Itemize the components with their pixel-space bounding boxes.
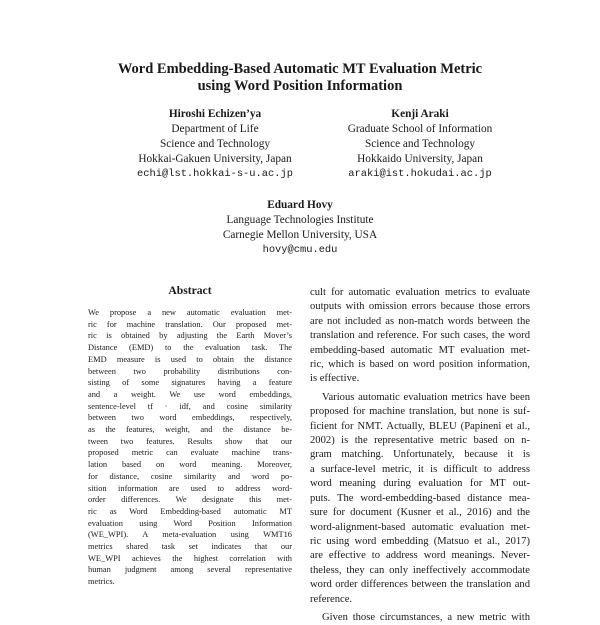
author-email: araki@ist.hokudai.ac.jp <box>348 168 492 180</box>
author-affiliation: Hokkai-Gakuen University, Japan <box>138 153 292 165</box>
paper-title-line-1: Word Embedding-Based Automatic MT Evaluation Metric <box>117 61 483 77</box>
body-line: ficient for NMT. Actually, BLEU (Papineni et al., <box>310 420 530 432</box>
body-line: puts. The word-embedding-based distance mea- <box>310 492 530 504</box>
author-block-2 <box>305 107 535 182</box>
body-line: embedding-based automatic MT evaluation met- <box>310 344 530 356</box>
author-name: Kenji Araki <box>391 108 449 120</box>
abstract-line: WE_WPI achieves the highest correlation with <box>88 553 292 563</box>
abstract-line: ric for machine translation. Our proposed met- <box>88 319 292 329</box>
body-right-column <box>310 286 530 625</box>
abstract-line: metrics. <box>88 577 115 587</box>
abstract-line: ric as Word Embedding-based automatic MT <box>88 506 292 516</box>
author-name: Hiroshi Echizen’ya <box>168 108 262 120</box>
body-line: is effective. <box>310 373 360 385</box>
body-line: are not included as non-match words between the <box>310 315 530 327</box>
abstract-line: for distance, cosine similarity and word po- <box>88 471 292 481</box>
author-affiliation: Science and Technology <box>364 138 476 150</box>
author-email: hovy@cmu.edu <box>262 244 338 256</box>
body-line: word-alignment-based automatic evaluation met- <box>310 521 530 533</box>
abstract-line: sentence-level tf · idf, and cosine similarity <box>88 401 292 411</box>
abstract-line: ric is obtained by adjusting the Earth Mover’s <box>88 331 292 341</box>
abstract-line: sition information are used to address word- <box>88 483 292 493</box>
paper-title-line-2: using Word Position Information <box>197 78 403 94</box>
body-line: Given those circumstances, a new metric with <box>322 611 530 623</box>
abstract-line: evaluation using Word Position Information <box>88 518 292 528</box>
author-email: echi@lst.hokkai-s-u.ac.jp <box>137 168 293 180</box>
abstract-line: and a weight. We use word embeddings, <box>88 389 292 399</box>
abstract-line: tween two features. Results show that our <box>88 436 292 446</box>
abstract-line: lation based on word meaning. Moreover, <box>88 460 292 470</box>
abstract-line: Distance (EMD) to the evaluation task. The <box>88 343 292 353</box>
author-affiliation: Department of Life <box>171 123 259 135</box>
body-line: outputs with omission errors because those errors <box>310 301 530 313</box>
body-line: are effective to address word meanings. Never- <box>310 550 530 562</box>
abstract-line: as the features, weight, and the distance be- <box>88 425 292 435</box>
paragraph <box>310 611 530 625</box>
body-line: cult for automatic evaluation metrics to evaluate <box>310 287 530 298</box>
abstract-line: human judgment among several representative <box>88 565 292 575</box>
body-line: translation and reference. For such cases, the word <box>310 330 530 342</box>
abstract-line: between two word embeddings, respectively, <box>88 413 292 423</box>
body-line: ric using word embedding (Matsuo et al., 2017) <box>310 535 530 547</box>
body-line: word order differences between the translation and <box>310 579 530 591</box>
abstract-line: sisting of some signatures having a feature <box>88 378 292 388</box>
abstract-line: order differences. We designate this met- <box>88 495 292 505</box>
body-line: reference. <box>310 593 353 605</box>
author-name: Eduard Hovy <box>267 199 333 211</box>
abstract-heading: Abstract <box>168 284 212 297</box>
body-line: theless, they can only ineffectively accommodate <box>310 564 530 576</box>
abstract-line: metrics shared task set indicates that our <box>88 542 292 552</box>
author-block-3 <box>170 198 430 258</box>
author-affiliation: Carnegie Mellon University, USA <box>222 229 378 241</box>
body-line: a surface-level metric, it is difficult to address <box>310 463 530 475</box>
body-line: word meaning during evaluation for MT out- <box>310 478 530 490</box>
body-line: gram matching. Unfortunately, because it is <box>310 449 530 461</box>
body-line: ric, which is based on word position information, <box>310 359 530 371</box>
paragraph <box>310 391 530 607</box>
author-affiliation: Science and Technology <box>159 138 271 150</box>
paragraph <box>310 286 530 387</box>
body-line: Various automatic evaluation metrics have been <box>322 391 530 403</box>
body-line: sure for document (Kusner et al., 2016) and the <box>310 507 530 519</box>
body-line: proposed for machine translation, but none is suf- <box>310 406 530 418</box>
abstract-body <box>88 307 292 588</box>
abstract-line: between two probability distributions con- <box>88 366 292 376</box>
author-affiliation: Graduate School of Information <box>347 123 493 135</box>
abstract-line: proposed metric can evaluate machine trans- <box>88 448 292 458</box>
body-line: 2002) is the representative metric based on n- <box>310 435 530 447</box>
abstract-line: (WE_WPI). A meta-evaluation using WMT16 <box>88 530 292 540</box>
abstract-line: We propose a new automatic evaluation met- <box>88 308 292 317</box>
author-affiliation: Language Technologies Institute <box>226 214 374 226</box>
author-affiliation: Hokkaido University, Japan <box>357 153 483 165</box>
author-block-1 <box>100 107 330 182</box>
abstract-line: EMD measure is used to obtain the distance <box>88 354 292 364</box>
